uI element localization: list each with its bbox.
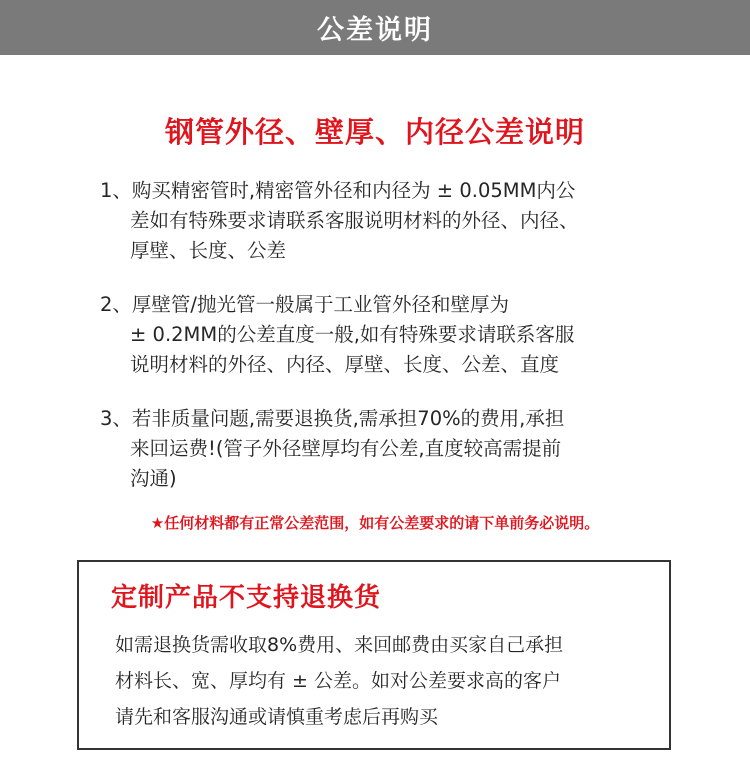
page-title: 钢管外径、壁厚、内径公差说明 [164, 115, 585, 149]
item-1-line-1: 1、购买精密管时,精密管外径和内径为 ± 0.05MM内公 [100, 179, 576, 202]
item-1-line-2: 差如有特殊要求请联系客服说明材料的外径、内径、 [130, 209, 579, 232]
item-3-line-3: 沟通) [130, 467, 177, 490]
item-2-line-3: 说明材料的外径、内径、厚壁、长度、公差、直度 [130, 353, 560, 376]
item-2-line-2: ± 0.2MM的公差直度一般,如有特殊要求请联系客服 [130, 323, 575, 346]
notice-line-2: 材料长、宽、厚均有 ± 公差。如对公差要求高的客户 [115, 670, 562, 692]
notice-line-3: 请先和客服沟通或请慎重考虑后再购买 [115, 706, 439, 728]
custom-product-notice-box [77, 560, 671, 750]
item-1-line-3: 厚壁、长度、公差 [130, 239, 287, 262]
header-title: 公差说明 [317, 15, 433, 46]
header-bar [0, 0, 750, 55]
item-3-line-2: 来回运费!(管子外径壁厚均有公差,直度较高需提前 [130, 437, 562, 460]
tolerance-item-1 [100, 176, 655, 266]
notice-line-1: 如需退换货需收取8%费用、来回邮费由买家自己承担 [115, 634, 564, 656]
tolerance-item-3 [100, 404, 655, 494]
notice-title: 定制产品不支持退换货 [111, 583, 382, 613]
tolerance-item-2 [100, 290, 655, 380]
item-2-line-1: 2、厚壁管/抛光管一般属于工业管外径和壁厚为 [100, 293, 509, 316]
star-note: ★任何材料都有正常公差范围，如有公差要求的请下单前务必说明。 [150, 514, 600, 532]
item-3-line-1: 3、若非质量问题,需要退换货,需承担70%的费用,承担 [100, 407, 565, 430]
